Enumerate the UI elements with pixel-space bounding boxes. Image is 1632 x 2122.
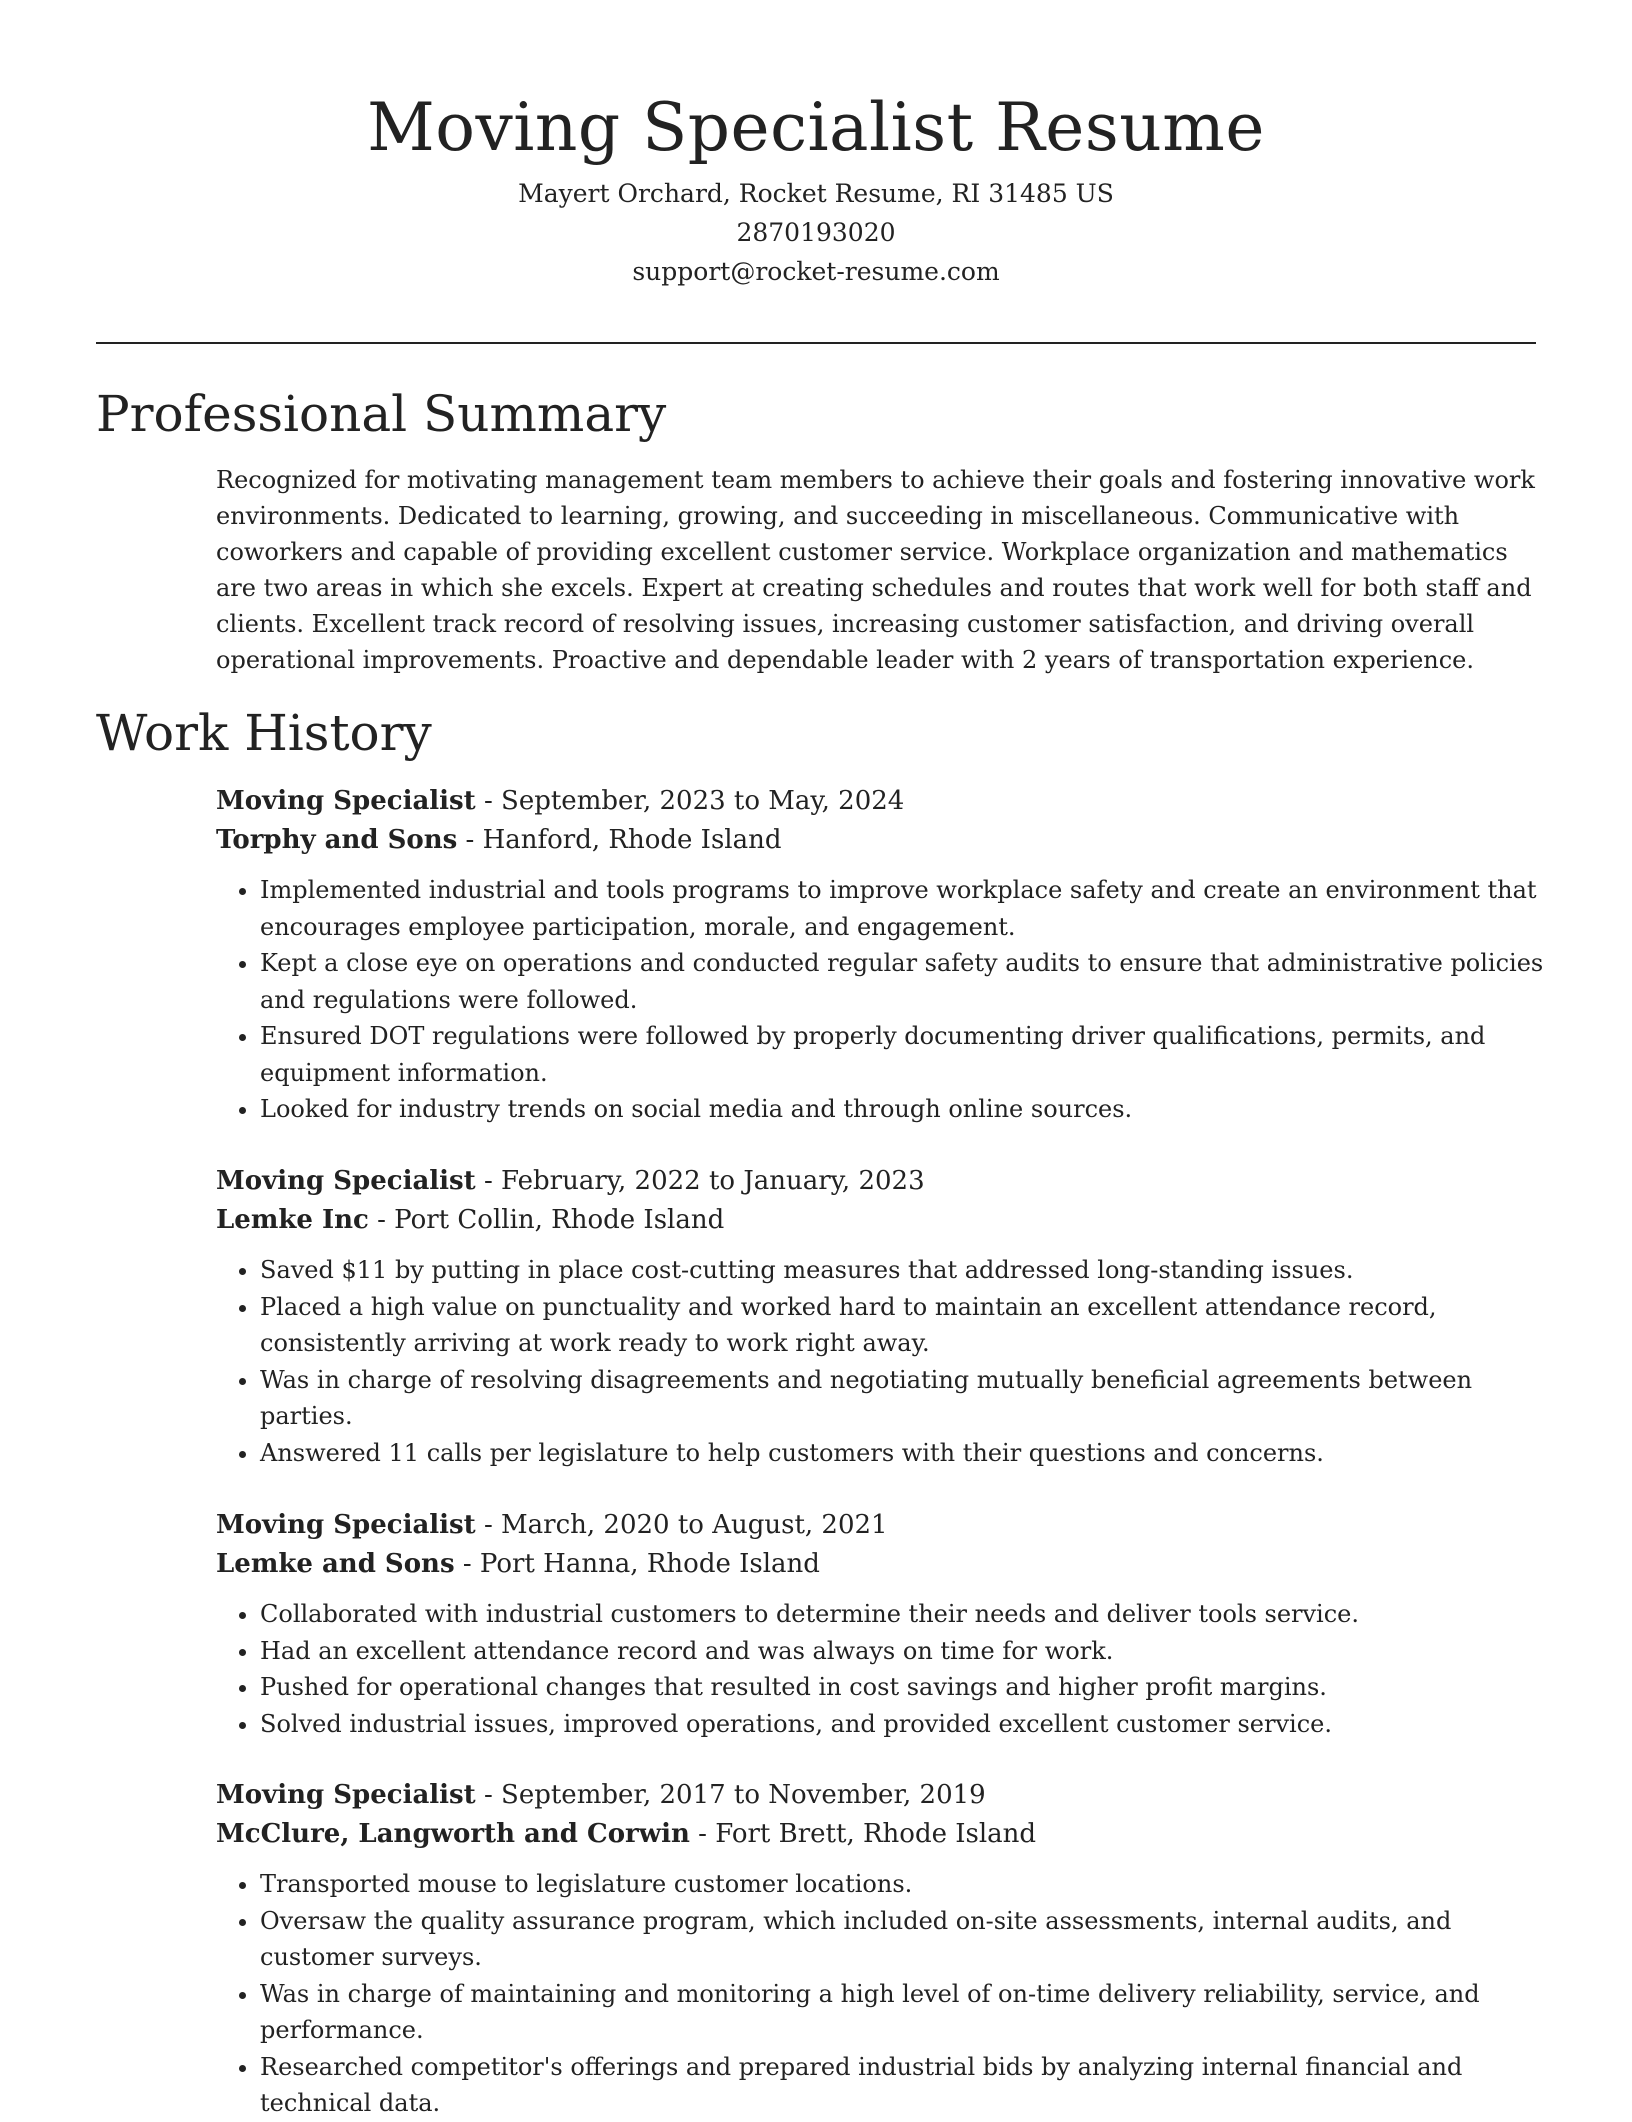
job-bullet: • Kept a close eye on operations and conducted regular safety audits to ensure that administrative policies and regulations were followed.: [260, 945, 1546, 1018]
summary-heading: Professional Summary: [96, 385, 667, 443]
job-bullet: • Implemented industrial and tools programs to improve workplace safety and create an environment that encourages employee participation, morale, and engagement.: [260, 872, 1546, 945]
job-bullet: • Oversaw the quality assurance program, which included on-site assessments, internal audits, and customer surveys.: [260, 1903, 1546, 1976]
resume-title: Moving Specialist Resume: [367, 89, 1265, 166]
work-history-heading: Work History: [96, 704, 432, 762]
job-dates: - September, 2023 to May, 2024: [475, 786, 905, 816]
contact-email: support@rocket-resume.com: [632, 257, 1000, 286]
job-entry: [216, 1506, 1546, 1742]
job-company-line: [216, 821, 1546, 860]
job-bullet: • Ensured DOT regulations were followed by properly documenting driver qualifications, permits, and equipment information.: [260, 1018, 1546, 1091]
job-bullet: • Solved industrial issues, improved operations, and provided excellent customer service.: [260, 1706, 1546, 1743]
job-title: Moving Specialist: [216, 1780, 476, 1810]
job-title: Moving Specialist: [216, 1166, 476, 1196]
job-title: Moving Specialist: [216, 786, 476, 816]
job-entry: [216, 782, 1546, 1128]
job-bullets: [216, 1866, 1546, 2122]
job-company: Lemke and Sons: [216, 1549, 455, 1579]
job-company-line: [216, 1815, 1546, 1854]
job-location: - Fort Brett, Rhode Island: [689, 1819, 1037, 1849]
job-company-line: [216, 1201, 1546, 1240]
job-bullet: • Was in charge of maintaining and monitoring a high level of on-time delivery reliability, service, and performance.: [260, 1976, 1546, 2049]
job-bullet: • Placed a high value on punctuality and worked hard to maintain an excellent attendance record, consistently arriving at work ready to work right away.: [260, 1289, 1546, 1362]
contact-address: Mayert Orchard, Rocket Resume, RI 31485 US: [518, 179, 1114, 208]
job-bullet: • Researched competitor's offerings and prepared industrial bids by analyzing internal financial and technical data.: [260, 2049, 1546, 2122]
job-bullet: • Looked for industry trends on social media and through online sources.: [260, 1091, 1546, 1128]
job-location: - Port Collin, Rhode Island: [368, 1205, 725, 1235]
job-entry: [216, 1162, 1546, 1471]
job-company-line: [216, 1545, 1546, 1584]
job-title-line: [216, 782, 1546, 821]
contact-phone: 2870193020: [736, 218, 896, 247]
summary-text: Recognized for motivating management team members to achieve their goals and fostering innovative work environments. Dedicated to learning, growing, and succeeding in miscellaneous. Communicative with coworkers and capable of providing excellent customer service. Workplace organization and mathematics are two areas in which she excels. Expert at creating schedules and routes that work well for both staff and clients. Excellent track record of resolving issues, increasing customer satisfaction, and driving overall operational improvements. Proactive and dependable leader with 2 years of transportation experience.: [216, 466, 1535, 674]
job-bullet: • Answered 11 calls per legislature to help customers with their questions and concerns.: [260, 1435, 1546, 1472]
job-title-line: [216, 1506, 1546, 1545]
job-bullet: • Had an excellent attendance record and was always on time for work.: [260, 1633, 1546, 1670]
job-title-line: [216, 1776, 1546, 1815]
job-bullet: • Collaborated with industrial customers to determine their needs and deliver tools service.: [260, 1596, 1546, 1633]
job-location: - Hanford, Rhode Island: [457, 825, 782, 855]
job-bullet: • Transported mouse to legislature customer locations.: [260, 1866, 1546, 1903]
job-title: Moving Specialist: [216, 1510, 476, 1540]
header-divider: [96, 342, 1536, 344]
job-bullet: • Saved $11 by putting in place cost-cutting measures that addressed long-standing issues.: [260, 1252, 1546, 1289]
job-company: McClure, Langworth and Corwin: [216, 1819, 690, 1849]
contact-block: [0, 174, 1632, 291]
resume-header: [0, 0, 1632, 291]
job-title-line: [216, 1162, 1546, 1201]
job-bullets: [216, 1252, 1546, 1471]
job-company: Lemke Inc: [216, 1205, 369, 1235]
job-dates: - March, 2020 to August, 2021: [475, 1510, 888, 1540]
job-entry: [216, 1776, 1546, 2122]
job-bullet: • Was in charge of resolving disagreements and negotiating mutually beneficial agreements between parties.: [260, 1362, 1546, 1435]
job-bullets: [216, 1596, 1546, 1742]
job-location: - Port Hanna, Rhode Island: [454, 1549, 820, 1579]
job-bullet: • Pushed for operational changes that resulted in cost savings and higher profit margins.: [260, 1669, 1546, 1706]
job-dates: - September, 2017 to November, 2019: [475, 1780, 986, 1810]
job-dates: - February, 2022 to January, 2023: [475, 1166, 925, 1196]
job-company: Torphy and Sons: [216, 825, 458, 855]
job-bullets: [216, 872, 1546, 1128]
